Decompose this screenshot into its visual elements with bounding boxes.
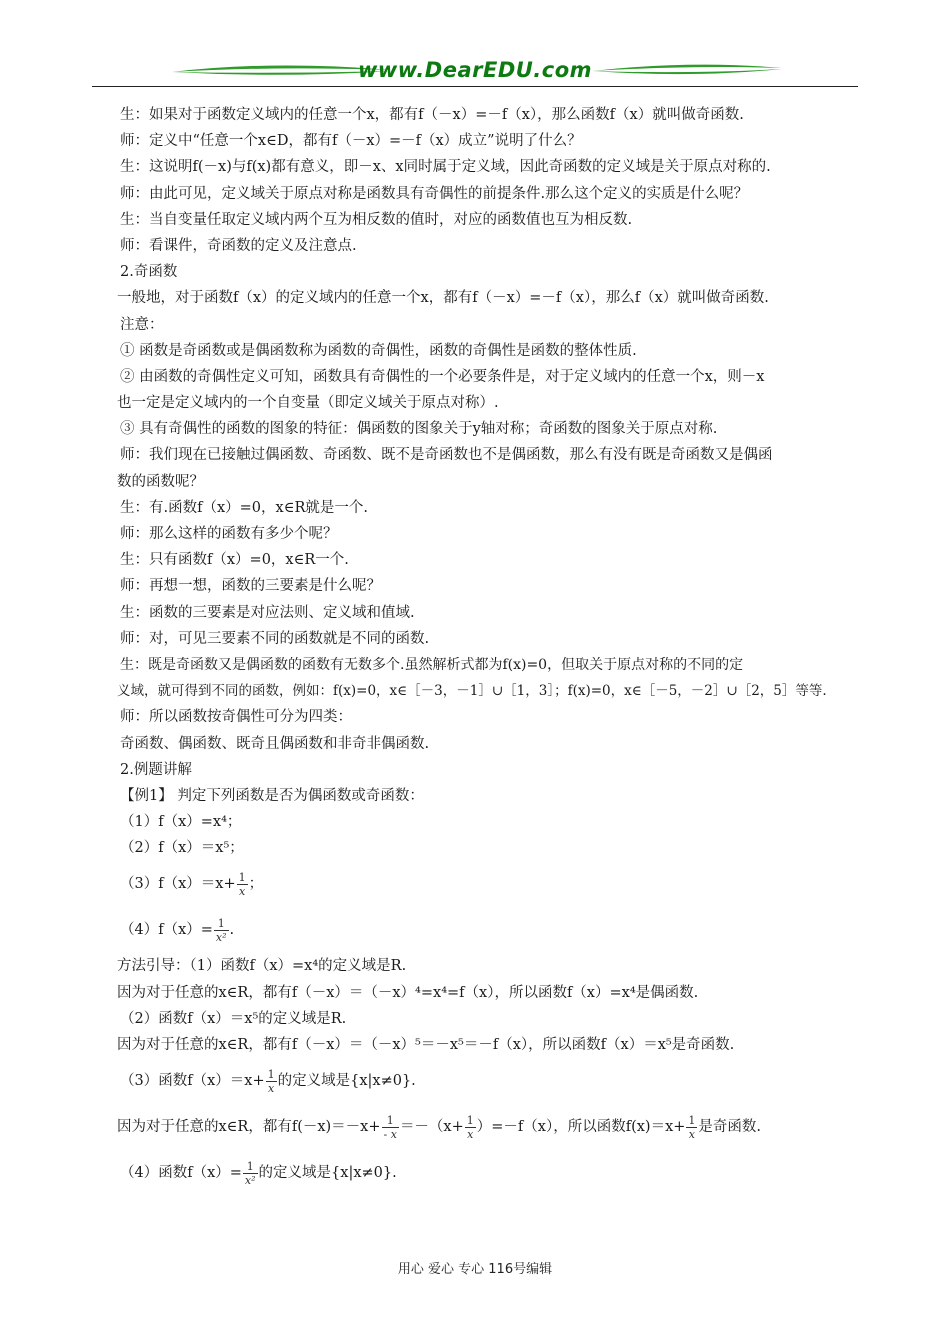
fraction-denominator: x bbox=[239, 884, 246, 898]
solution-line bbox=[120, 1150, 862, 1196]
paragraph: 师：由此可见，定义域关于原点对称是函数具有奇偶性的前提条件.那么这个定义的实质是什么呢？ bbox=[120, 185, 749, 202]
section-heading: 2.例题讲解 bbox=[120, 761, 192, 778]
example-item: （1）f（x）=x⁴； bbox=[120, 814, 242, 831]
example-title: 【例1】 判定下列函数是否为偶函数或奇函数： bbox=[120, 787, 424, 804]
fraction bbox=[686, 1114, 697, 1141]
paragraph: 一般地，对于函数f（x）的定义域内的任意一个x，都有f（－x）=－f（x），那么f（x）就叫做奇函数. bbox=[117, 290, 769, 307]
solution-text: （3）函数f（x）＝x+ bbox=[120, 1073, 265, 1090]
paragraph: 义域，就可得到不同的函数，例如：f(x)=0，x∈［－3，－1］∪［1，3］；f(x)=0，x∈［－5，－2］∪［2，5］等等. bbox=[117, 683, 827, 700]
solution-text: （4）函数f（x）= bbox=[120, 1165, 242, 1182]
paragraph: ③ 具有奇偶性的函数的图象的特征：偶函数的图象关于y轴对称；奇函数的图象关于原点对称. bbox=[120, 421, 718, 438]
fraction-numerator: 1 bbox=[267, 1067, 275, 1081]
fraction-numerator: 1 bbox=[688, 1113, 696, 1127]
item-text: （3）f（x）＝x+ bbox=[120, 876, 236, 893]
fraction-denominator: x² bbox=[244, 1173, 256, 1187]
paragraph: 也一定是定义域内的一个自变量（即定义域关于原点对称）. bbox=[117, 395, 499, 412]
paragraph: 师：看课件，奇函数的定义及注意点. bbox=[120, 237, 357, 254]
item-text: ； bbox=[248, 876, 264, 893]
fraction-numerator: 1 bbox=[243, 1160, 258, 1174]
fraction bbox=[266, 1068, 277, 1095]
fraction-numerator: 1 bbox=[382, 1114, 399, 1128]
fraction-denominator: - x bbox=[383, 1127, 397, 1141]
paragraph: 生：当自变量任取定义域内两个互为相反数的值时，对应的函数值也互为相反数. bbox=[120, 211, 633, 228]
paragraph: 生：既是奇函数又是偶函数的函数有无数多个.虽然解析式都为f(x)=0，但取关于原点对称的不同的定 bbox=[120, 656, 744, 673]
solution-text: ）=－f（x），所以函数f(x)＝x+ bbox=[476, 1119, 686, 1136]
fraction-denominator: x² bbox=[215, 930, 227, 944]
paragraph: 注意： bbox=[120, 316, 164, 333]
page-header bbox=[92, 56, 858, 90]
example-item: （2）f（x）＝x⁵； bbox=[120, 840, 244, 857]
solution-line: （2）函数f（x）＝x⁵的定义域是R. bbox=[120, 1010, 347, 1027]
item-text: . bbox=[229, 922, 235, 939]
header-rule bbox=[92, 86, 858, 87]
paragraph: 师：我们现在已接触过偶函数、奇函数、既不是奇函数也不是偶函数，那么有没有既是奇函数又是偶函 bbox=[120, 447, 773, 464]
fraction bbox=[214, 917, 229, 944]
page-footer: 用心 爱心 专心 116号编辑 bbox=[397, 1262, 553, 1277]
paragraph: 生：如果对于函数定义域内的任意一个x，都有f（－x）=－f（x），那么函数f（x）就叫做奇函数. bbox=[120, 107, 744, 123]
paragraph: 数的函数呢？ bbox=[117, 473, 204, 490]
solution-text: 的定义域是{x|x≠0}. bbox=[258, 1165, 397, 1182]
paragraph: 师：对，可见三要素不同的函数就是不同的函数. bbox=[120, 630, 430, 647]
paragraph: 师：再想一想，函数的三要素是什么呢？ bbox=[120, 578, 381, 595]
site-logo-text: www.DearEDU.com bbox=[357, 58, 593, 82]
fraction-numerator: 1 bbox=[238, 870, 246, 884]
paragraph: 奇函数、偶函数、既奇且偶函数和非奇非偶函数. bbox=[120, 735, 430, 752]
fraction-denominator: x bbox=[467, 1127, 474, 1141]
solution-text: 因为对于任意的x∈R，都有f(－x)＝－x+ bbox=[117, 1119, 381, 1136]
solution-text: 的定义域是{x|x≠0}. bbox=[277, 1073, 416, 1090]
document-body bbox=[117, 102, 862, 1196]
solution-line bbox=[120, 1058, 862, 1104]
solution-line: 因为对于任意的x∈R，都有f（－x）＝（－x）⁵＝－x⁵＝－f（x），所以函数f（x）＝x⁵是奇函数. bbox=[117, 1037, 735, 1053]
fraction bbox=[237, 871, 248, 898]
paragraph: 生：有.函数f（x）=0，x∈R就是一个. bbox=[120, 499, 368, 516]
paragraph: 生：只有函数f（x）=0，x∈R一个. bbox=[120, 552, 349, 569]
paragraph: 生：函数的三要素是对应法则、定义域和值域. bbox=[120, 604, 415, 621]
paragraph: 师：那么这样的函数有多少个呢？ bbox=[120, 526, 338, 542]
paragraph: 师：所以函数按奇偶性可分为四类： bbox=[120, 709, 352, 726]
solution-line bbox=[117, 1104, 862, 1150]
item-text: （4）f（x）= bbox=[120, 922, 213, 939]
fraction-denominator: x bbox=[688, 1127, 696, 1141]
fraction-numerator: 1 bbox=[214, 917, 229, 931]
paragraph: 生：这说明f(－x)与f(x)都有意义，即－x、x同时属于定义域，因此奇函数的定义域是关于原点对称的. bbox=[120, 159, 771, 176]
paragraph: ② 由函数的奇偶性定义可知，函数具有奇偶性的一个必要条件是，对于定义域内的任意一个x，则－x bbox=[120, 368, 765, 385]
section-heading: 2.奇函数 bbox=[120, 264, 178, 281]
fraction bbox=[465, 1114, 476, 1141]
paragraph: 师：定义中“任意一个x∈D，都有f（－x）=－f（x）成立”说明了什么？ bbox=[120, 133, 582, 150]
solution-text: ＝－（x+ bbox=[399, 1119, 464, 1136]
solution-line: 因为对于任意的x∈R，都有f（－x）＝（－x）⁴=x⁴=f（x），所以函数f（x）=x⁴是偶函数. bbox=[117, 984, 699, 1001]
solution-text: 是奇函数. bbox=[698, 1119, 762, 1136]
fraction-denominator: x bbox=[268, 1081, 275, 1095]
fraction bbox=[382, 1114, 399, 1141]
solution-line: 方法引导：（1）函数f（x）=x⁴的定义域是R. bbox=[117, 958, 407, 975]
fraction-numerator: 1 bbox=[466, 1113, 474, 1127]
example-item bbox=[120, 907, 862, 953]
example-item bbox=[120, 861, 862, 907]
paragraph: ① 函数是奇函数或是偶函数称为函数的奇偶性，函数的奇偶性是函数的整体性质. bbox=[120, 342, 637, 359]
fraction bbox=[243, 1160, 258, 1187]
